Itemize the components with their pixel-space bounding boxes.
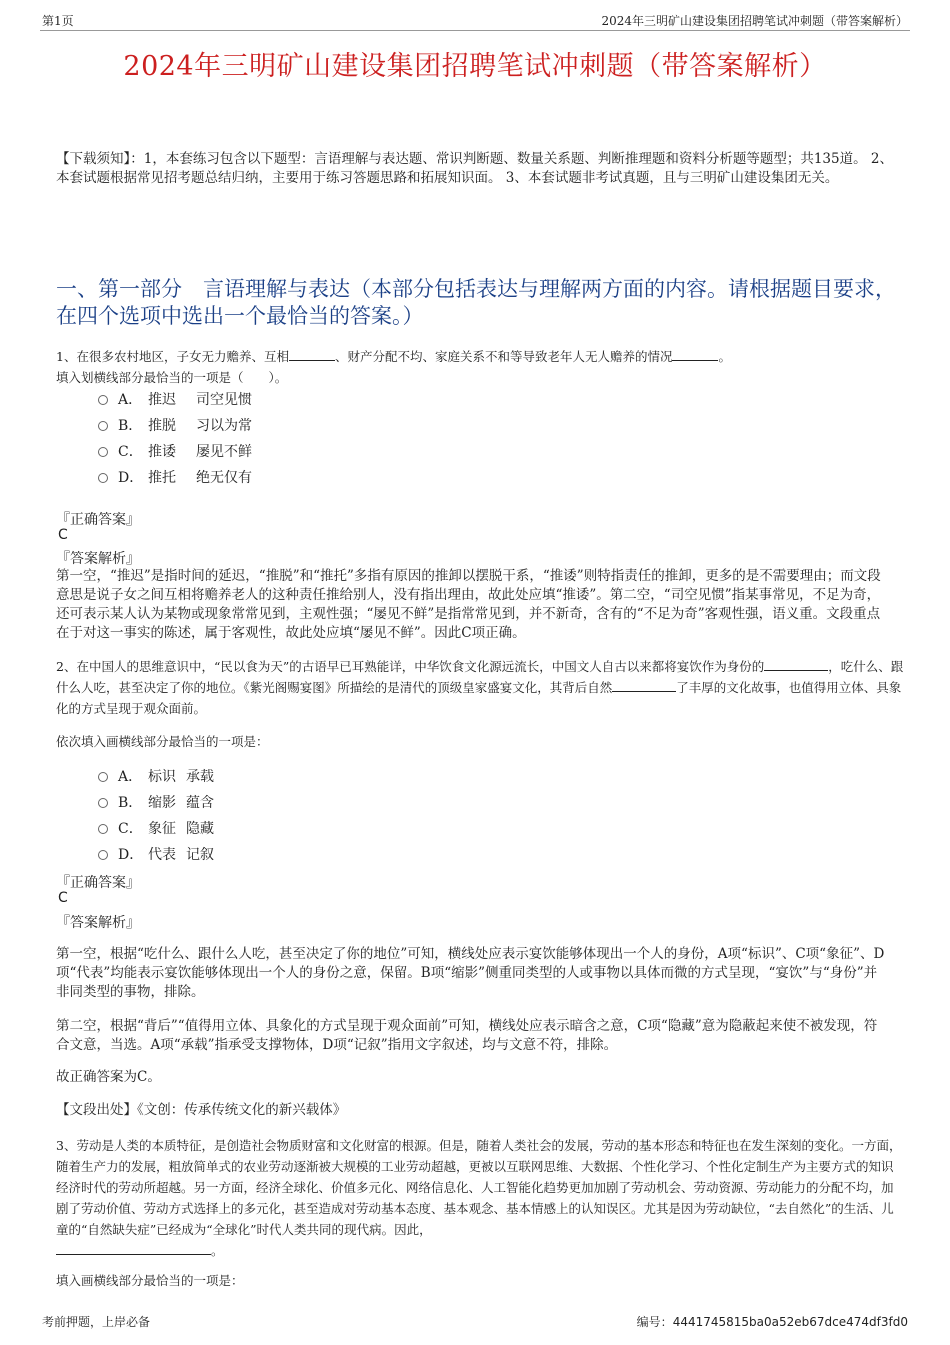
question-1-stem: 1、在很多农村地区，子女无力赡养、互相 、财产分配不均、家庭关系不和等导致老年人无人赡养的情况 。 填入划横线部分最恰当的一项是（ ）。 [56,349,731,385]
source-citation: 【文段出处】《文创：传承传统文化的新兴载体》 [56,1102,347,1118]
analysis-text: 第一空，“推迟”是指时间的延迟，“推脱”和“推托”多指有原因的推卸以摆脱干系，“推诿”则特指责任的推卸，更多的是不需要理由；而文段意思是说子女之间互相将赡养老人的这种责任推给别人，没有指出理由，故此处应填“推诿”。第二空，“司空见惯”指某事常见，不足为奇，还可表示某人认为某物或现象常常见到，主观性强；“屡见不鲜”是指常常见到，并不新奇，含有的“不足为奇”客观性强，语义重。文段重点在于对这一事实的陈述，属于客观性，故此处应填“屡见不鲜”。因此C项正确。 [56,568,881,641]
analysis-tag: 『答案解析』 [56,915,140,931]
section-heading: 一、第一部分 言语理解与表达（本部分包括表达与理解两方面的内容。请根据题目要求，在四个选项中选出一个最恰当的答案。） [56,277,896,328]
question-3-prompt: 填入画横线部分最恰当的一项是： [56,1273,244,1288]
radio-icon[interactable] [98,447,108,457]
radio-icon[interactable] [98,850,108,860]
radio-icon[interactable] [98,798,108,808]
document-code: 编号：4441745815ba0a52eb67dce474df3fd0 [636,1315,908,1329]
answer-value: C [58,890,68,906]
question-2-prompt: 依次填入画横线部分最恰当的一项是： [56,734,269,749]
question-2-stem: 2、在中国人的思维意识中，“民以食为天”的古语早已耳熟能详，中华饮食文化源远流长，中国文人自古以来都将宴饮作为身份的 ，吃什么、跟什么人吃，甚至决定了你的地位。《紫光阁赐宴图》所描绘的是清代的顶级皇家盛宴文化，其背后自然 了丰厚的文化故事，也值得用立体、具象化的方式呈现于观众面前。 [56,659,904,716]
radio-icon[interactable] [98,772,108,782]
download-notice: 【下载须知】：1，本套练习包含以下题型：言语理解与表达题、常识判断题、数量关系题、判断推理题和资料分析题等题型；共135道。 2、本套试题根据常见招考题总结归纳，主要用于练习答题思路和拓展知识面。 3、本套试题非考试真题，且与三明矿山建设集团无关。 [56,151,893,186]
radio-icon[interactable] [98,395,108,405]
page-number: 第1页 [42,14,74,28]
header-divider [40,30,910,31]
question-1-option-a[interactable]: A． 推迟 司空见惯 [98,389,252,409]
question-2-option-b[interactable]: B． 缩影 蕴含 [98,792,214,812]
analysis-conclusion: 故正确答案为C。 [56,1069,161,1085]
question-1-prompt: 填入划横线部分最恰当的一项是（ ）。 [56,370,288,385]
answer-value: C [58,527,68,543]
question-2-option-d[interactable]: D． 代表 记叙 [98,844,214,864]
question-2-option-a[interactable]: A． 标识 承载 [98,766,214,786]
footer-slogan: 考前押题，上岸必备 [42,1315,151,1329]
question-1-option-d[interactable]: D． 推托 绝无仅有 [98,467,252,487]
answer-tag: 『正确答案』 [56,512,140,528]
page-title: 2024年三明矿山建设集团招聘笔试冲刺题（带答案解析） [123,51,827,82]
radio-icon[interactable] [98,473,108,483]
question-1-option-b[interactable]: B． 推脱 习以为常 [98,415,252,435]
running-title: 2024年三明矿山建设集团招聘笔试冲刺题（带答案解析） [601,14,908,28]
analysis-paragraph-2: 第二空，根据“背后”“值得用立体、具象化的方式呈现于观众面前”可知，横线处应表示暗含之意，C项“隐藏”意为隐蔽起来使不被发现，符合文意，当选。A项“承载”指承受支撑物体，D项“记叙”指用文字叙述，均与文意不符，排除。 [56,1018,878,1053]
radio-icon[interactable] [98,824,108,834]
question-1-option-c[interactable]: C． 推诿 屡见不鲜 [98,441,252,461]
analysis-tag: 『答案解析』 [56,551,140,567]
radio-icon[interactable] [98,421,108,431]
question-3-stem: 3、劳动是人类的本质特征，是创造社会物质财富和文化财富的根源。但是，随着人类社会的发展，劳动的基本形态和特征也在发生深刻的变化。一方面，随着生产力的发展，粗放简单式的农业劳动逐渐被大规模的工业劳动超越，更被以互联网思维、大数据、个性化学习、个性化定制生产为主要方式的知识经济时代的劳动所超越。另一方面，经济全球化、价值多元化、网络信息化、人工智能化趋势更加加剧了劳动机会、劳动资源、劳动能力的分配不均，加剧了劳动价值、劳动方式选择上的多元化，甚至造成对劳动基本态度、基本观念、基本情感上的认知误区。尤其是因为劳动缺位，“去自然化”的生活、儿童的“自然缺失症”已经成为“全球化”时代人类共同的现代病。因此， 。 [56,1138,902,1258]
answer-tag: 『正确答案』 [56,875,140,891]
question-2-option-c[interactable]: C． 象征 隐藏 [98,818,214,838]
analysis-paragraph-1: 第一空，根据“吃什么、跟什么人吃，甚至决定了你的地位”可知，横线处应表示宴饮能够体现出一个人的身份，A项“标识”、C项“象征”、D项“代表”均能表示宴饮能够体现出一个人的身份之意，保留。B项“缩影”侧重同类型的人或事物以具体而微的方式呈现，“宴饮”与“身份”并非同类型的事物，排除。 [56,946,885,1000]
